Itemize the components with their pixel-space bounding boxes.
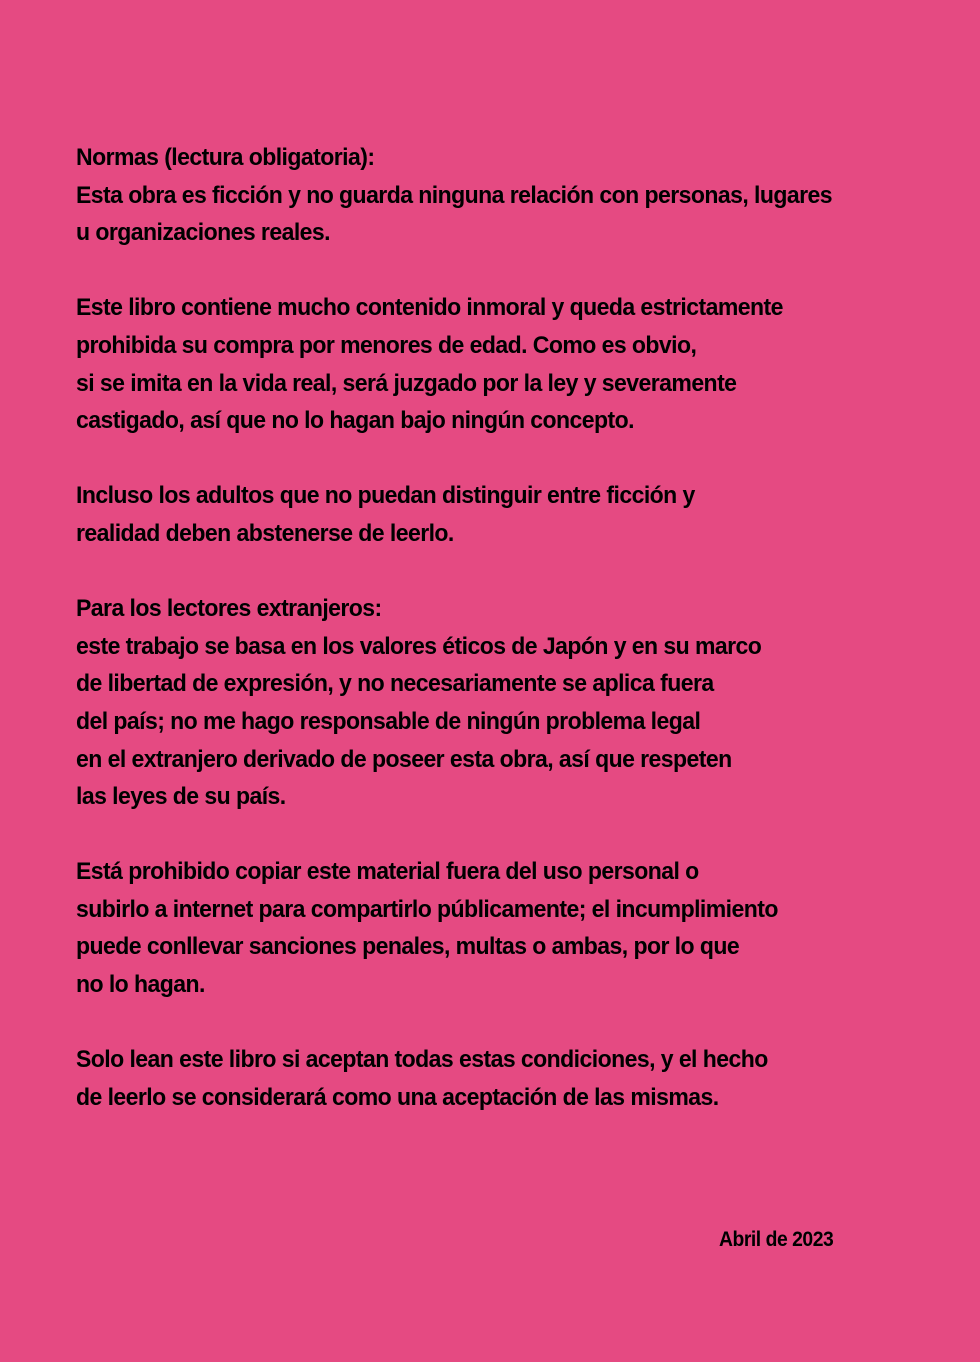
text-line: castigado, así que no lo hagan bajo ningún concepto. [76,407,634,435]
text-line: de libertad de expresión, y no necesariamente se aplica fuera [76,670,714,698]
text-line: de leerlo se considerará como una aceptación de las mismas. [76,1083,719,1111]
text-line: del país; no me hago responsable de ningún problema legal [76,707,701,735]
text-line: prohibida su compra por menores de edad. Como es obvio, [76,331,697,359]
text-line: no lo hagan. [76,971,205,999]
text-line: puede conllevar sanciones penales, multas o ambas, por lo que [76,933,740,961]
text-line: Este libro contiene mucho contenido inmoral y queda estrictamente [76,294,783,322]
text-line: Normas (lectura obligatoria): [76,144,375,171]
text-line: si se imita en la vida real, será juzgado por la ley y severamente [76,369,737,397]
paragraph-copy-prohibition [76,853,922,1003]
text-line: en el extranjero derivado de poseer esta obra, así que respeten [76,745,732,773]
paragraph-foreign-readers [76,590,922,816]
text-line: u organizaciones reales. [76,219,330,247]
paragraph-fiction-reality [76,477,922,552]
text-line: las leyes de su país. [76,783,286,811]
text-line: Solo lean este libro si aceptan todas estas condiciones, y el hecho [76,1046,768,1074]
paragraph-rules-title [76,139,922,252]
paragraph-adult-content [76,289,922,439]
paragraph-gap [76,440,922,478]
paragraph-gap [76,553,922,591]
text-line: Para los lectores extranjeros: [76,595,382,623]
paragraph-gap [76,816,922,854]
text-line: Esta obra es ficción y no guarda ninguna relación con personas, lugares [76,181,832,209]
date-label: Abril de 2023 [719,1228,834,1251]
text-line: Está prohibido copiar este material fuera del uso personal o [76,858,699,886]
text-line: este trabajo se basa en los valores éticos de Japón y en su marco [76,632,762,660]
paragraph-gap [76,1004,922,1042]
text-line: Incluso los adultos que no puedan distinguir entre ficción y [76,482,695,510]
text-line: subirlo a internet para compartirlo públicamente; el incumplimiento [76,895,778,923]
rules-text [76,139,922,1116]
paragraph-gap [76,252,922,290]
text-line: realidad deben abstenerse de leerlo. [76,519,454,547]
paragraph-acceptance [76,1041,922,1116]
